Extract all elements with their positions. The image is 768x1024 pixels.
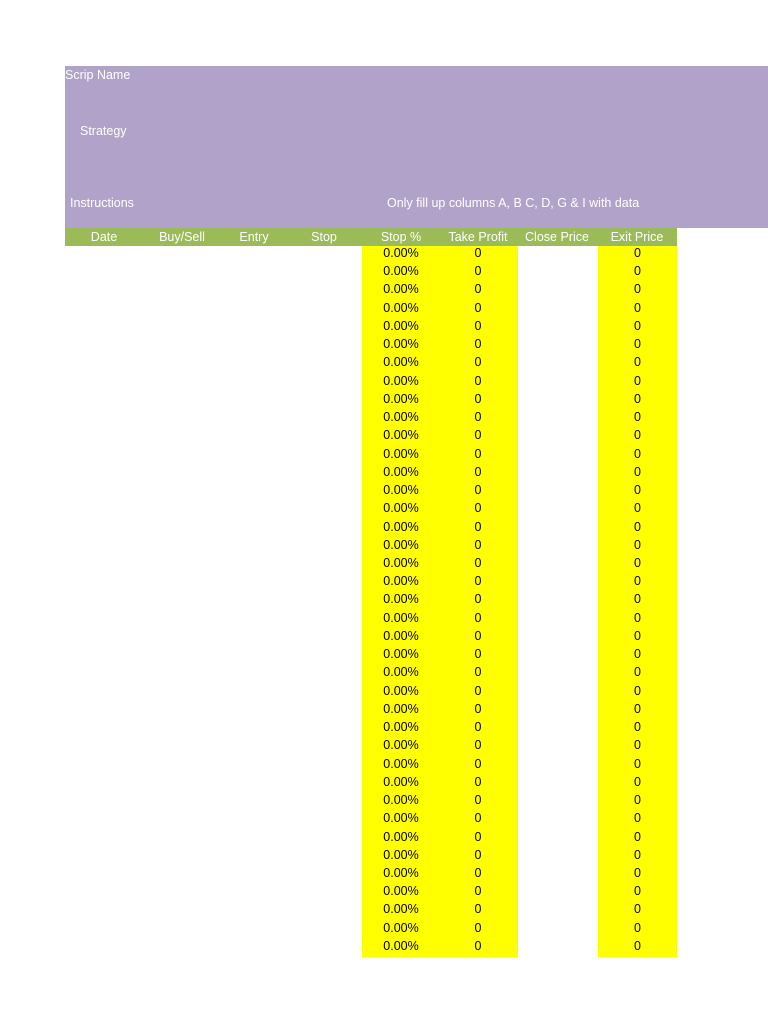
exit-price-cell[interactable]: 0 [634, 300, 641, 315]
stop-pct-cell[interactable]: 0.00% [383, 264, 419, 279]
take-profit-cell[interactable]: 0 [474, 811, 482, 826]
take-profit-cell[interactable]: 0 [474, 884, 482, 899]
stop-pct-cell[interactable]: 0.00% [383, 683, 419, 698]
stop-pct-cell[interactable]: 0.00% [383, 337, 419, 352]
exit-price-cell[interactable]: 0 [634, 738, 641, 753]
take-profit-cell[interactable]: 0 [474, 519, 482, 534]
table-row [0, 337, 768, 355]
take-profit-cell[interactable]: 0 [474, 300, 482, 315]
column-header-exit-price[interactable]: Exit Price [610, 230, 664, 244]
stop-pct-cell[interactable]: 0.00% [383, 537, 419, 552]
data-rows [0, 246, 768, 957]
exit-price-cell[interactable]: 0 [634, 592, 641, 607]
stop-pct-cell[interactable]: 0.00% [383, 410, 419, 425]
exit-price-cell[interactable]: 0 [634, 355, 641, 370]
stop-pct-cell[interactable]: 0.00% [383, 847, 419, 862]
table-row [0, 264, 768, 282]
column-header-date[interactable]: Date [90, 230, 118, 244]
strategy-label: Strategy [80, 124, 127, 138]
table-row [0, 793, 768, 811]
table-row [0, 811, 768, 829]
exit-price-cell[interactable]: 0 [634, 318, 641, 333]
take-profit-cell[interactable]: 0 [474, 738, 482, 753]
take-profit-cell[interactable]: 0 [474, 428, 482, 443]
table-row [0, 282, 768, 300]
take-profit-cell[interactable]: 0 [474, 628, 482, 643]
exit-price-cell[interactable]: 0 [634, 574, 641, 589]
exit-price-cell[interactable]: 0 [634, 246, 641, 260]
take-profit-cell[interactable]: 0 [474, 665, 482, 680]
column-header-buy-sell[interactable]: Buy/Sell [159, 230, 205, 244]
stop-pct-cell[interactable]: 0.00% [383, 483, 419, 498]
stop-pct-cell[interactable]: 0.00% [383, 738, 419, 753]
stop-pct-cell[interactable]: 0.00% [383, 428, 419, 443]
stop-pct-cell[interactable]: 0.00% [383, 555, 419, 570]
stop-pct-cell[interactable]: 0.00% [383, 756, 419, 771]
take-profit-cell[interactable]: 0 [474, 920, 482, 935]
table-row [0, 720, 768, 738]
stop-pct-cell[interactable]: 0.00% [383, 610, 419, 625]
table-row [0, 374, 768, 392]
exit-price-cell[interactable]: 0 [634, 701, 641, 716]
take-profit-cell[interactable]: 0 [474, 264, 482, 279]
exit-price-cell[interactable]: 0 [634, 920, 641, 935]
stop-pct-cell[interactable]: 0.00% [383, 665, 419, 680]
column-header-close-price[interactable]: Close Price [525, 230, 589, 244]
scrip-name-label: Scrip Name [65, 68, 131, 82]
instructions-label: Instructions [70, 196, 134, 210]
exit-price-cell[interactable]: 0 [634, 793, 641, 808]
take-profit-cell[interactable]: 0 [474, 865, 482, 880]
take-profit-cell[interactable]: 0 [474, 464, 482, 479]
table-row [0, 884, 768, 902]
exit-price-cell[interactable]: 0 [634, 410, 641, 425]
exit-price-cell[interactable]: 0 [634, 483, 641, 498]
take-profit-cell[interactable]: 0 [474, 501, 482, 516]
take-profit-cell[interactable]: 0 [474, 847, 482, 862]
stop-pct-cell[interactable]: 0.00% [383, 829, 419, 844]
take-profit-cell[interactable]: 0 [474, 574, 482, 589]
table-row [0, 902, 768, 920]
exit-price-cell[interactable]: 0 [634, 264, 641, 279]
table-row [0, 428, 768, 446]
table-row [0, 410, 768, 428]
table-row [0, 629, 768, 647]
table-row [0, 501, 768, 519]
take-profit-cell[interactable]: 0 [474, 318, 482, 333]
exit-price-cell[interactable]: 0 [634, 373, 641, 388]
take-profit-cell[interactable]: 0 [474, 391, 482, 406]
take-profit-cell[interactable]: 0 [474, 774, 482, 789]
stop-pct-cell[interactable]: 0.00% [383, 373, 419, 388]
exit-price-cell[interactable]: 0 [634, 428, 641, 443]
table-row [0, 866, 768, 884]
take-profit-cell[interactable]: 0 [474, 282, 482, 297]
take-profit-cell[interactable]: 0 [474, 720, 482, 735]
stop-pct-cell[interactable]: 0.00% [383, 865, 419, 880]
exit-price-cell[interactable]: 0 [634, 391, 641, 406]
table-row [0, 538, 768, 556]
table-row [0, 665, 768, 683]
stop-pct-cell[interactable]: 0.00% [383, 592, 419, 607]
stop-pct-cell[interactable]: 0.00% [383, 701, 419, 716]
take-profit-cell[interactable]: 0 [474, 555, 482, 570]
exit-price-cell[interactable]: 0 [634, 902, 641, 917]
table-row [0, 684, 768, 702]
exit-price-cell[interactable]: 0 [634, 282, 641, 297]
take-profit-cell[interactable]: 0 [474, 610, 482, 625]
stop-pct-cell[interactable]: 0.00% [383, 774, 419, 789]
take-profit-cell[interactable]: 0 [474, 756, 482, 771]
table-row [0, 520, 768, 538]
stop-pct-cell[interactable]: 0.00% [383, 501, 419, 516]
take-profit-cell[interactable]: 0 [474, 592, 482, 607]
table-row [0, 921, 768, 939]
take-profit-cell[interactable]: 0 [474, 683, 482, 698]
column-header-take-profit[interactable]: Take Profit [448, 230, 508, 244]
stop-pct-cell[interactable]: 0.00% [383, 355, 419, 370]
exit-price-cell[interactable]: 0 [634, 683, 641, 698]
exit-price-cell[interactable]: 0 [634, 774, 641, 789]
table-row [0, 301, 768, 319]
exit-price-cell[interactable]: 0 [634, 519, 641, 534]
exit-price-cell[interactable]: 0 [634, 938, 641, 953]
table-row [0, 647, 768, 665]
table-row [0, 574, 768, 592]
stop-pct-cell[interactable]: 0.00% [383, 464, 419, 479]
stop-pct-cell[interactable]: 0.00% [383, 793, 419, 808]
take-profit-cell[interactable]: 0 [474, 246, 482, 260]
take-profit-cell[interactable]: 0 [474, 902, 482, 917]
stop-pct-cell[interactable]: 0.00% [383, 282, 419, 297]
take-profit-cell[interactable]: 0 [474, 483, 482, 498]
take-profit-cell[interactable]: 0 [474, 938, 482, 953]
table-row [0, 775, 768, 793]
table-row [0, 465, 768, 483]
stop-pct-cell[interactable]: 0.00% [383, 246, 419, 260]
exit-price-cell[interactable]: 0 [634, 720, 641, 735]
table-row [0, 447, 768, 465]
exit-price-cell[interactable]: 0 [634, 464, 641, 479]
take-profit-cell[interactable]: 0 [474, 701, 482, 716]
exit-price-cell[interactable]: 0 [634, 337, 641, 352]
table-row [0, 848, 768, 866]
stop-pct-cell[interactable]: 0.00% [383, 902, 419, 917]
exit-price-cell[interactable]: 0 [634, 537, 641, 552]
stop-pct-cell[interactable]: 0.00% [383, 391, 419, 406]
exit-price-cell[interactable]: 0 [634, 665, 641, 680]
table-row [0, 319, 768, 337]
stop-pct-cell[interactable]: 0.00% [383, 938, 419, 953]
stop-pct-cell[interactable]: 0.00% [383, 720, 419, 735]
column-header-stop[interactable]: Stop [311, 230, 337, 244]
take-profit-cell[interactable]: 0 [474, 355, 482, 370]
stop-pct-cell[interactable]: 0.00% [383, 647, 419, 662]
exit-price-cell[interactable]: 0 [634, 865, 641, 880]
instructions-text: Only fill up columns A, B C, D, G & I with data [387, 196, 640, 210]
take-profit-cell[interactable]: 0 [474, 647, 482, 662]
exit-price-cell[interactable]: 0 [634, 829, 641, 844]
stop-pct-cell[interactable]: 0.00% [383, 300, 419, 315]
stop-pct-cell[interactable]: 0.00% [383, 920, 419, 935]
exit-price-cell[interactable]: 0 [634, 647, 641, 662]
column-header-stop-pct[interactable]: Stop % [380, 230, 422, 244]
table-row [0, 830, 768, 848]
take-profit-cell[interactable]: 0 [474, 537, 482, 552]
table-row [0, 483, 768, 501]
stop-pct-cell[interactable]: 0.00% [383, 628, 419, 643]
table-row [0, 355, 768, 373]
table-row [0, 611, 768, 629]
exit-price-cell[interactable]: 0 [634, 501, 641, 516]
exit-price-cell[interactable]: 0 [634, 446, 641, 461]
table-row [0, 592, 768, 610]
table-row [0, 392, 768, 410]
column-header-row [65, 228, 677, 246]
take-profit-cell[interactable]: 0 [474, 373, 482, 388]
stop-pct-cell[interactable]: 0.00% [383, 811, 419, 826]
table-row [0, 246, 768, 264]
table-row [0, 757, 768, 775]
exit-price-cell[interactable]: 0 [634, 884, 641, 899]
exit-price-cell[interactable]: 0 [634, 847, 641, 862]
take-profit-cell[interactable]: 0 [474, 446, 482, 461]
take-profit-cell[interactable]: 0 [474, 337, 482, 352]
stop-pct-cell[interactable]: 0.00% [383, 446, 419, 461]
take-profit-cell[interactable]: 0 [474, 410, 482, 425]
column-header-entry[interactable]: Entry [239, 230, 269, 244]
stop-pct-cell[interactable]: 0.00% [383, 884, 419, 899]
exit-price-cell[interactable]: 0 [634, 628, 641, 643]
table-row [0, 702, 768, 720]
exit-price-cell[interactable]: 0 [634, 756, 641, 771]
take-profit-cell[interactable]: 0 [474, 829, 482, 844]
stop-pct-cell[interactable]: 0.00% [383, 519, 419, 534]
stop-pct-cell[interactable]: 0.00% [383, 318, 419, 333]
exit-price-cell[interactable]: 0 [634, 555, 641, 570]
stop-pct-cell[interactable]: 0.00% [383, 574, 419, 589]
exit-price-cell[interactable]: 0 [634, 811, 641, 826]
table-row [0, 556, 768, 574]
table-row [0, 939, 768, 957]
header-block [65, 66, 768, 228]
take-profit-cell[interactable]: 0 [474, 793, 482, 808]
exit-price-cell[interactable]: 0 [634, 610, 641, 625]
table-row [0, 738, 768, 756]
